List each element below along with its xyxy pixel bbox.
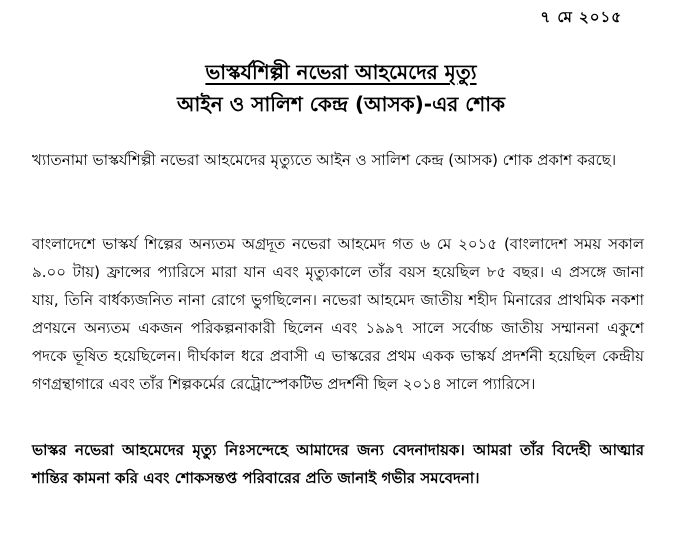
document-heading	[0, 56, 682, 120]
document-date: ৭ মে ২০১৫	[540, 8, 622, 26]
paragraph-details: বাংলাদেশে ভাস্কর্য শিল্পের অন্যতম অগ্রদূত নভেরা আহমেদ গত ৬ মে ২০১৫ (বাংলাদেশ সময় সকাল ৯.০০ টায়) ফ্রান্সের প্যারিসে মারা যান এবং মৃত্যুকালে তাঁর বয়স হয়েছিল ৮৫ বছর। এ প্রসঙ্গে জানা যায়, তিনি বার্ধক্যজনিত নানা রোগে ভুগছিলেন। নভেরা আহমেদ জাতীয় শহীদ মিনারের প্রাথমিক নকশা প্রণয়নে অন্যতম একজন পরিকল্পনাকারী ছিলেন এবং ১৯৯৭ সালে সর্বোচ্চ জাতীয় সম্মাননা একুশে পদকে ভূষিত হয়েছিলেন। দীর্ঘকাল ধরে প্রবাসী এ ভাস্করের প্রথম একক ভাস্কর্য প্রদর্শনী হয়েছিল কেন্দ্রীয় গণগ্রন্থাগারে এবং তাঁর শিল্পকর্মের রেট্রোস্পেকটিভ প্রদর্শনী ছিল ২০১৪ সালে প্যারিসে।	[32, 235, 644, 393]
paragraph-condolence: ভাস্কর নভেরা আহমেদের মৃত্যু নিঃসন্দেহে আমাদের জন্য বেদনাদায়ক। আমরা তাঁর বিদেহী আত্মার শান্তির কামনা করি এবং শোকসন্তপ্ত পরিবারের প্রতি জানাই গভীর সমবেদনা।	[32, 441, 644, 487]
title-line-2: আইন ও সালিশ কেন্দ্র (আসক)-এর শোক	[176, 92, 506, 116]
paragraph-intro: খ্যাতনামা ভাস্কর্যশিল্পী নভেরা আহমেদের মৃত্যুতে আইন ও সালিশ কেন্দ্র (আসক) শোক প্রকাশ করছে।	[32, 151, 617, 169]
title-line-1: ভাস্কর্যশিল্পী নভেরা আহমেদের মৃত্যু	[205, 60, 477, 84]
